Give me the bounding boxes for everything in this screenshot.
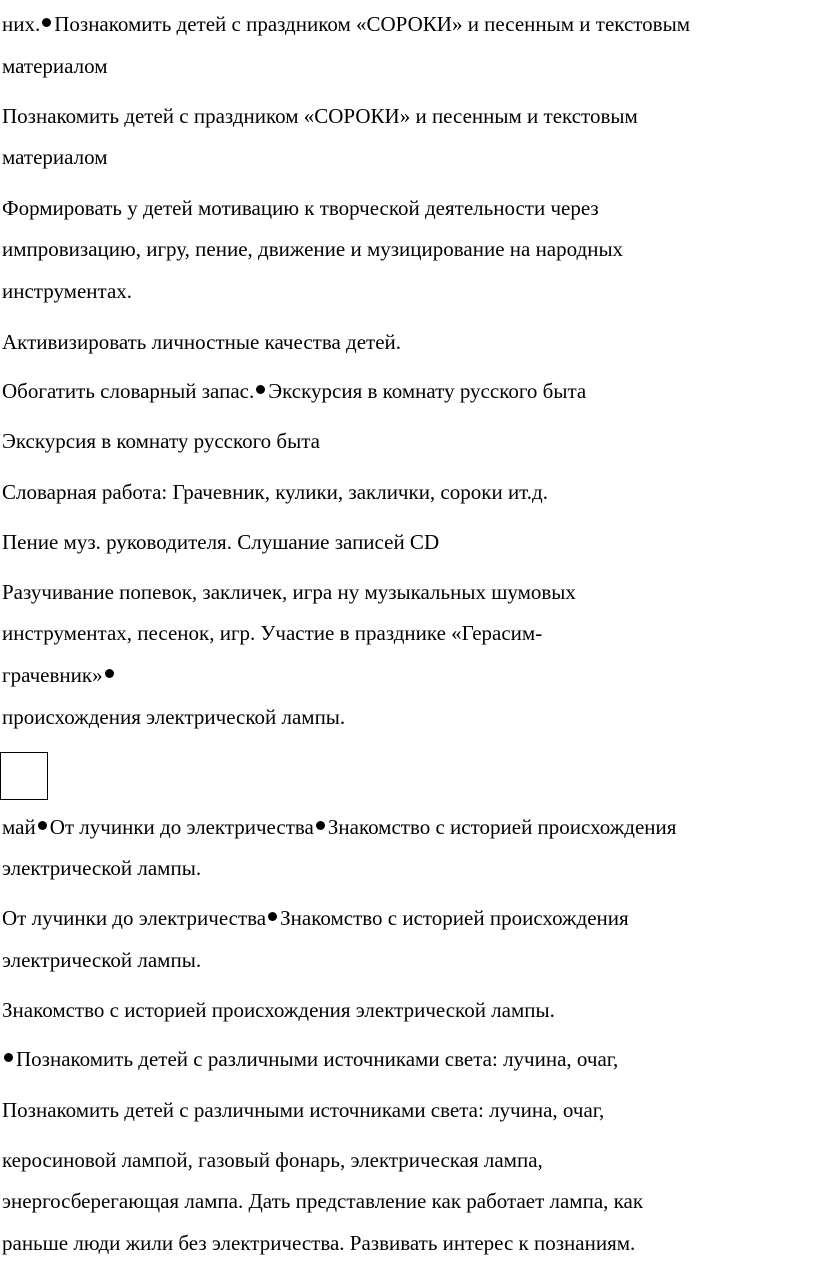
text-line: Экскурсия в комнату русского быта: [2, 429, 320, 453]
text-line: инструментах.: [2, 279, 133, 303]
text-line: Пение муз. руководителя. Слушание записей CD: [2, 530, 440, 554]
text-line: От лучинки до электричества Знакомство с историей происхождения: [2, 906, 629, 930]
text-line: грачевник»: [2, 662, 117, 688]
text-line: материалом: [2, 145, 108, 169]
text-line: Познакомить детей с праздником «СОРОКИ» и песенным и текстовым: [2, 104, 638, 128]
empty-box: [0, 752, 48, 800]
bullet-icon: [268, 912, 277, 921]
bullet-icon: [316, 821, 325, 830]
text-line: материалом: [2, 54, 108, 78]
bullet-icon: [105, 669, 114, 678]
text-line: них. Познакомить детей с праздником «СОРОКИ» и песенным и текстовым: [2, 12, 690, 36]
text-line: керосиновой лампой, газовый фонарь, электрическая лампа,: [2, 1148, 543, 1172]
text-line: Познакомить детей с различными источниками света: лучина, очаг,: [2, 1098, 605, 1122]
text-line: Обогатить словарный запас. Экскурсия в комнату русского быта: [2, 379, 587, 403]
bullet-icon: [38, 821, 47, 830]
text-line: май От лучинки до электричества Знакомство с историей происхождения: [2, 815, 677, 839]
text-line: инструментах, песенок, игр. Участие в празднике «Герасим-: [2, 621, 543, 645]
bullet-icon: [4, 1053, 13, 1062]
bullet-icon: [42, 18, 51, 27]
text-line: энергосберегающая лампа. Дать представление как работает лампа, как: [2, 1189, 644, 1213]
text-line: Активизировать личностные качества детей.: [2, 330, 402, 354]
text-line: электрической лампы.: [2, 948, 202, 972]
text-line: раньше люди жили без электричества. Развивать интерес к познаниям.: [2, 1231, 636, 1255]
text-line: Знакомство с историей происхождения электрической лампы.: [2, 998, 555, 1022]
text-line: Разучивание попевок, закличек, игра ну музыкальных шумовых: [2, 580, 576, 604]
text-line: электрической лампы.: [2, 856, 202, 880]
text-line: Познакомить детей с различными источниками света: лучина, очаг,: [2, 1046, 618, 1072]
text-line: Формировать у детей мотивацию к творческой деятельности через: [2, 196, 599, 220]
text-line: Словарная работа: Грачевник, кулики, заклички, сороки ит.д.: [2, 480, 548, 504]
bullet-icon: [256, 385, 265, 394]
text-line: происхождения электрической лампы.: [2, 705, 346, 729]
text-line: импровизацию, игру, пение, движение и музицирование на народных: [2, 237, 624, 261]
